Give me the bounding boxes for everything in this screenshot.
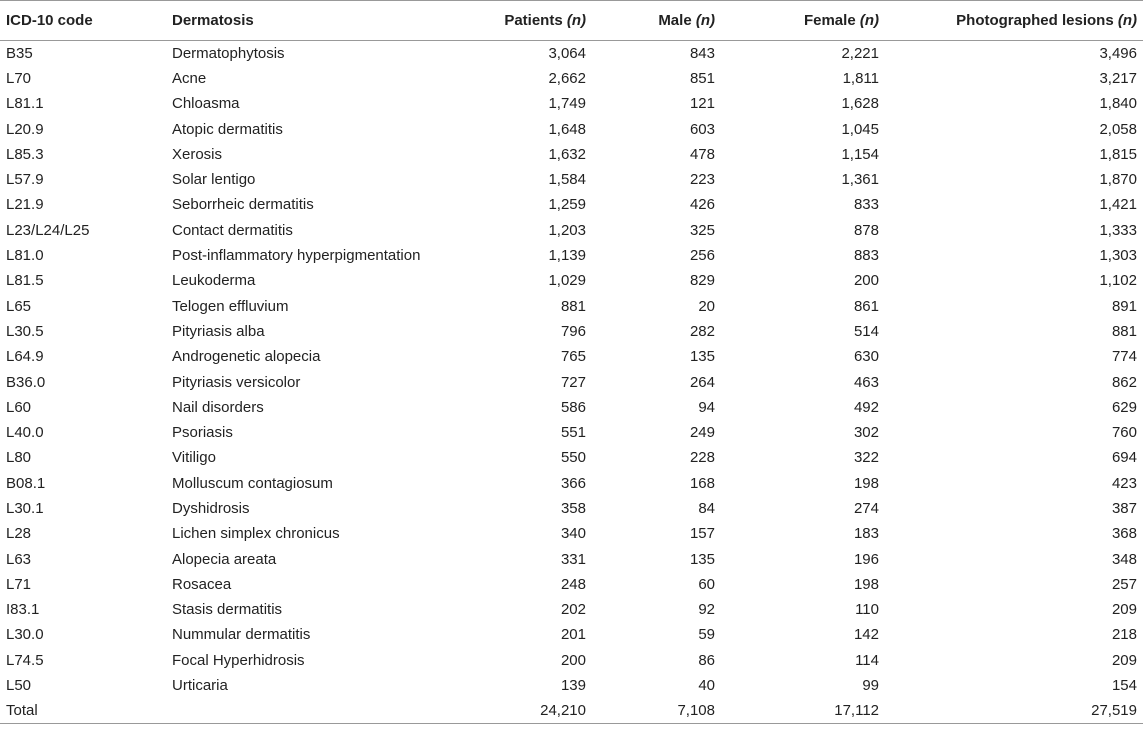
cell-dermatosis: Xerosis xyxy=(172,145,223,163)
cell-patients: 248 xyxy=(560,575,586,593)
header-dermatosis: Dermatosis xyxy=(166,1,466,41)
table-header xyxy=(0,1,1143,41)
cell-patients: 1,648 xyxy=(548,120,586,138)
cell-female: 322 xyxy=(853,449,879,467)
header-male: Male (n) xyxy=(592,1,721,41)
cell-photographed-lesions: 257 xyxy=(1111,575,1137,593)
header-photographed-lesions: Photographed lesions (n) xyxy=(885,1,1143,41)
cell-patients: 3,064 xyxy=(548,44,586,62)
header-icd-code: ICD-10 code xyxy=(0,1,166,41)
cell-female: 302 xyxy=(853,424,879,442)
cell-photographed-lesions: 1,102 xyxy=(1099,272,1137,290)
cell-dermatosis: Dyshidrosis xyxy=(172,499,250,517)
cell-female: 1,154 xyxy=(841,145,879,163)
table-row xyxy=(0,521,1143,546)
cell-female: 492 xyxy=(853,398,879,416)
cell-photographed-lesions: 1,333 xyxy=(1099,221,1137,239)
cell-dermatosis: Nail disorders xyxy=(172,398,264,416)
header-row xyxy=(0,1,1143,41)
cell-photographed-lesions: 862 xyxy=(1111,373,1137,391)
table-row xyxy=(0,142,1143,167)
cell-icd-code: L50 xyxy=(6,677,32,695)
table-row xyxy=(0,268,1143,293)
cell-icd-code: L20.9 xyxy=(6,120,44,138)
table-row xyxy=(0,319,1143,344)
cell-dermatosis: Rosacea xyxy=(172,575,232,593)
cell-dermatosis: Nummular dermatitis xyxy=(172,626,311,644)
cell-patients: 1,029 xyxy=(548,272,586,290)
cell-dermatosis: Lichen simplex chronicus xyxy=(172,525,340,543)
table-row xyxy=(0,496,1143,521)
cell-male: 282 xyxy=(689,322,715,340)
cell-icd-code: L74.5 xyxy=(6,651,44,669)
cell-photographed-lesions: 1,815 xyxy=(1099,145,1137,163)
cell-patients: 139 xyxy=(560,677,586,695)
cell-patients: 1,203 xyxy=(548,221,586,239)
cell-icd-code: B36.0 xyxy=(6,373,46,391)
cell-female: 1,628 xyxy=(841,95,879,113)
cell-male: 249 xyxy=(689,424,715,442)
table-row xyxy=(0,167,1143,192)
cell-photographed-lesions: 387 xyxy=(1111,499,1137,517)
table-row xyxy=(0,91,1143,116)
cell-dermatosis: Molluscum contagiosum xyxy=(172,474,333,492)
cell-photographed-lesions: 1,840 xyxy=(1099,95,1137,113)
cell-male: 7,108 xyxy=(592,698,721,723)
table-row xyxy=(0,243,1143,268)
cell-female: 274 xyxy=(853,499,879,517)
table-row xyxy=(0,622,1143,647)
cell-dermatosis: Vitiligo xyxy=(172,449,216,467)
cell-female: 198 xyxy=(853,575,879,593)
cell-dermatosis: Atopic dermatitis xyxy=(172,120,283,138)
cell-female: 17,112 xyxy=(721,698,885,723)
cell-female: 114 xyxy=(855,651,879,669)
cell-photographed-lesions: 27,519 xyxy=(885,698,1143,723)
cell-female: 861 xyxy=(853,297,879,315)
cell-female: 198 xyxy=(853,474,879,492)
table-row xyxy=(0,192,1143,217)
cell-male: 60 xyxy=(698,575,715,593)
cell-male: 426 xyxy=(689,196,715,214)
cell-icd-code: L64.9 xyxy=(6,348,44,366)
cell-patients: 1,632 xyxy=(548,145,586,163)
table-row xyxy=(0,395,1143,420)
cell-icd-code: L28 xyxy=(6,525,32,543)
cell-patients: 340 xyxy=(560,525,586,543)
cell-photographed-lesions: 1,421 xyxy=(1099,196,1137,214)
table-row xyxy=(0,66,1143,91)
cell-dermatosis: Contact dermatitis xyxy=(172,221,293,239)
cell-female: 833 xyxy=(853,196,879,214)
header-n-unit: (n) xyxy=(859,12,879,29)
cell-female: 110 xyxy=(855,601,879,619)
cell-female: 878 xyxy=(853,221,879,239)
cell-male: 851 xyxy=(689,69,715,87)
cell-male: 86 xyxy=(698,651,715,669)
cell-female: 1,811 xyxy=(842,69,879,87)
table-row xyxy=(0,369,1143,394)
cell-dermatosis: Leukoderma xyxy=(172,272,256,290)
cell-photographed-lesions: 368 xyxy=(1111,525,1137,543)
cell-icd-code: Total xyxy=(0,698,166,723)
cell-dermatosis: Alopecia areata xyxy=(172,550,277,568)
cell-patients: 24,210 xyxy=(466,698,592,723)
cell-male: 94 xyxy=(698,398,715,416)
cell-photographed-lesions: 209 xyxy=(1111,601,1137,619)
cell-dermatosis: Solar lentigo xyxy=(172,171,256,189)
cell-female: 2,221 xyxy=(841,44,879,62)
cell-female: 142 xyxy=(853,626,879,644)
cell-dermatosis: Pityriasis alba xyxy=(172,322,265,340)
cell-patients: 202 xyxy=(560,601,586,619)
cell-photographed-lesions: 694 xyxy=(1111,449,1137,467)
table-body xyxy=(0,41,1143,724)
table-row xyxy=(0,673,1143,698)
table-row xyxy=(0,546,1143,571)
cell-dermatosis: Seborrheic dermatitis xyxy=(172,196,314,214)
cell-female: 196 xyxy=(853,550,879,568)
cell-female: 883 xyxy=(853,247,879,265)
cell-male: 84 xyxy=(698,499,715,517)
cell-photographed-lesions: 891 xyxy=(1111,297,1137,315)
cell-female: 200 xyxy=(853,272,879,290)
cell-female: 463 xyxy=(853,373,879,391)
cell-male: 40 xyxy=(698,677,715,695)
cell-dermatosis: Post-inflammatory hyperpigmentation xyxy=(172,247,421,265)
header-n-unit: (n) xyxy=(1117,12,1137,29)
cell-male: 603 xyxy=(689,120,715,138)
cell-patients: 1,749 xyxy=(548,95,586,113)
cell-icd-code: B35 xyxy=(6,44,33,62)
cell-patients: 1,584 xyxy=(548,171,586,189)
cell-dermatosis: Chloasma xyxy=(172,95,240,113)
cell-dermatosis: Stasis dermatitis xyxy=(172,601,283,619)
cell-icd-code: L63 xyxy=(6,550,32,568)
cell-male: 256 xyxy=(689,247,715,265)
cell-female: 630 xyxy=(853,348,879,366)
cell-dermatosis: Dermatophytosis xyxy=(172,44,285,62)
cell-female: 183 xyxy=(853,525,879,543)
cell-male: 325 xyxy=(689,221,715,239)
cell-male: 20 xyxy=(698,297,715,315)
cell-icd-code: L30.1 xyxy=(6,499,44,517)
total-row xyxy=(0,698,1143,723)
cell-patients: 1,139 xyxy=(548,247,586,265)
cell-icd-code: L23/L24/L25 xyxy=(6,221,90,239)
cell-icd-code: B08.1 xyxy=(6,474,46,492)
table-row xyxy=(0,218,1143,243)
cell-photographed-lesions: 1,303 xyxy=(1099,247,1137,265)
cell-dermatosis xyxy=(166,698,466,723)
header-n-unit: (n) xyxy=(566,12,586,29)
cell-patients: 331 xyxy=(560,550,586,568)
cell-dermatosis: Acne xyxy=(172,69,207,87)
cell-female: 1,361 xyxy=(841,171,879,189)
table-row xyxy=(0,420,1143,445)
cell-female: 514 xyxy=(853,322,879,340)
cell-photographed-lesions: 629 xyxy=(1111,398,1137,416)
cell-male: 157 xyxy=(689,525,715,543)
table-row xyxy=(0,344,1143,369)
cell-patients: 796 xyxy=(560,322,586,340)
cell-patients: 765 xyxy=(560,348,586,366)
table-row xyxy=(0,648,1143,673)
table-row xyxy=(0,41,1143,66)
table-row xyxy=(0,471,1143,496)
cell-male: 228 xyxy=(689,449,715,467)
header-female: Female (n) xyxy=(721,1,885,41)
cell-female: 1,045 xyxy=(841,120,879,138)
header-n-unit: (n) xyxy=(695,12,715,29)
cell-icd-code: L70 xyxy=(6,69,32,87)
cell-icd-code: L30.0 xyxy=(6,626,44,644)
cell-dermatosis: Psoriasis xyxy=(172,424,233,442)
cell-patients: 551 xyxy=(560,424,586,442)
cell-dermatosis: Urticaria xyxy=(172,677,228,695)
cell-patients: 881 xyxy=(560,297,586,315)
cell-dermatosis: Pityriasis versicolor xyxy=(172,373,301,391)
cell-female: 99 xyxy=(862,677,879,695)
cell-photographed-lesions: 2,058 xyxy=(1099,120,1137,138)
table-row xyxy=(0,293,1143,318)
cell-icd-code: L81.0 xyxy=(6,247,44,265)
cell-photographed-lesions: 3,217 xyxy=(1099,69,1137,87)
cell-icd-code: L21.9 xyxy=(6,196,44,214)
cell-male: 121 xyxy=(689,95,715,113)
cell-male: 135 xyxy=(689,550,715,568)
cell-icd-code: L40.0 xyxy=(6,424,44,442)
cell-icd-code: L65 xyxy=(6,297,32,315)
table-row xyxy=(0,116,1143,141)
cell-photographed-lesions: 209 xyxy=(1111,651,1137,669)
cell-icd-code: L85.3 xyxy=(6,145,44,163)
cell-photographed-lesions: 881 xyxy=(1111,322,1137,340)
table-row xyxy=(0,445,1143,470)
cell-dermatosis: Androgenetic alopecia xyxy=(172,348,321,366)
cell-patients: 550 xyxy=(560,449,586,467)
cell-photographed-lesions: 760 xyxy=(1111,424,1137,442)
cell-male: 843 xyxy=(689,44,715,62)
cell-male: 478 xyxy=(689,145,715,163)
cell-patients: 358 xyxy=(560,499,586,517)
table-row xyxy=(0,572,1143,597)
cell-photographed-lesions: 218 xyxy=(1111,626,1137,644)
header-patients: Patients (n) xyxy=(466,1,592,41)
cell-icd-code: I83.1 xyxy=(6,601,40,619)
cell-dermatosis: Telogen effluvium xyxy=(172,297,289,315)
cell-patients: 201 xyxy=(560,626,586,644)
cell-patients: 727 xyxy=(560,373,586,391)
cell-male: 829 xyxy=(689,272,715,290)
cell-patients: 2,662 xyxy=(548,69,586,87)
cell-male: 59 xyxy=(698,626,715,644)
cell-photographed-lesions: 348 xyxy=(1111,550,1137,568)
cell-patients: 366 xyxy=(560,474,586,492)
cell-patients: 1,259 xyxy=(548,196,586,214)
cell-photographed-lesions: 1,870 xyxy=(1099,171,1137,189)
cell-male: 223 xyxy=(689,171,715,189)
cell-male: 168 xyxy=(689,474,715,492)
cell-photographed-lesions: 423 xyxy=(1111,474,1137,492)
cell-photographed-lesions: 774 xyxy=(1111,348,1137,366)
cell-male: 135 xyxy=(689,348,715,366)
cell-photographed-lesions: 3,496 xyxy=(1099,44,1137,62)
cell-icd-code: L57.9 xyxy=(6,171,44,189)
cell-icd-code: L60 xyxy=(6,398,32,416)
cell-icd-code: L30.5 xyxy=(6,322,44,340)
cell-icd-code: L80 xyxy=(6,449,32,467)
cell-patients: 586 xyxy=(560,398,586,416)
cell-dermatosis: Focal Hyperhidrosis xyxy=(172,651,305,669)
cell-patients: 200 xyxy=(560,651,586,669)
cell-icd-code: L81.1 xyxy=(6,95,44,113)
cell-icd-code: L71 xyxy=(6,575,32,593)
table-row xyxy=(0,597,1143,622)
cell-photographed-lesions: 154 xyxy=(1111,677,1137,695)
cell-male: 92 xyxy=(698,601,715,619)
cell-male: 264 xyxy=(689,373,715,391)
cell-icd-code: L81.5 xyxy=(6,272,44,290)
